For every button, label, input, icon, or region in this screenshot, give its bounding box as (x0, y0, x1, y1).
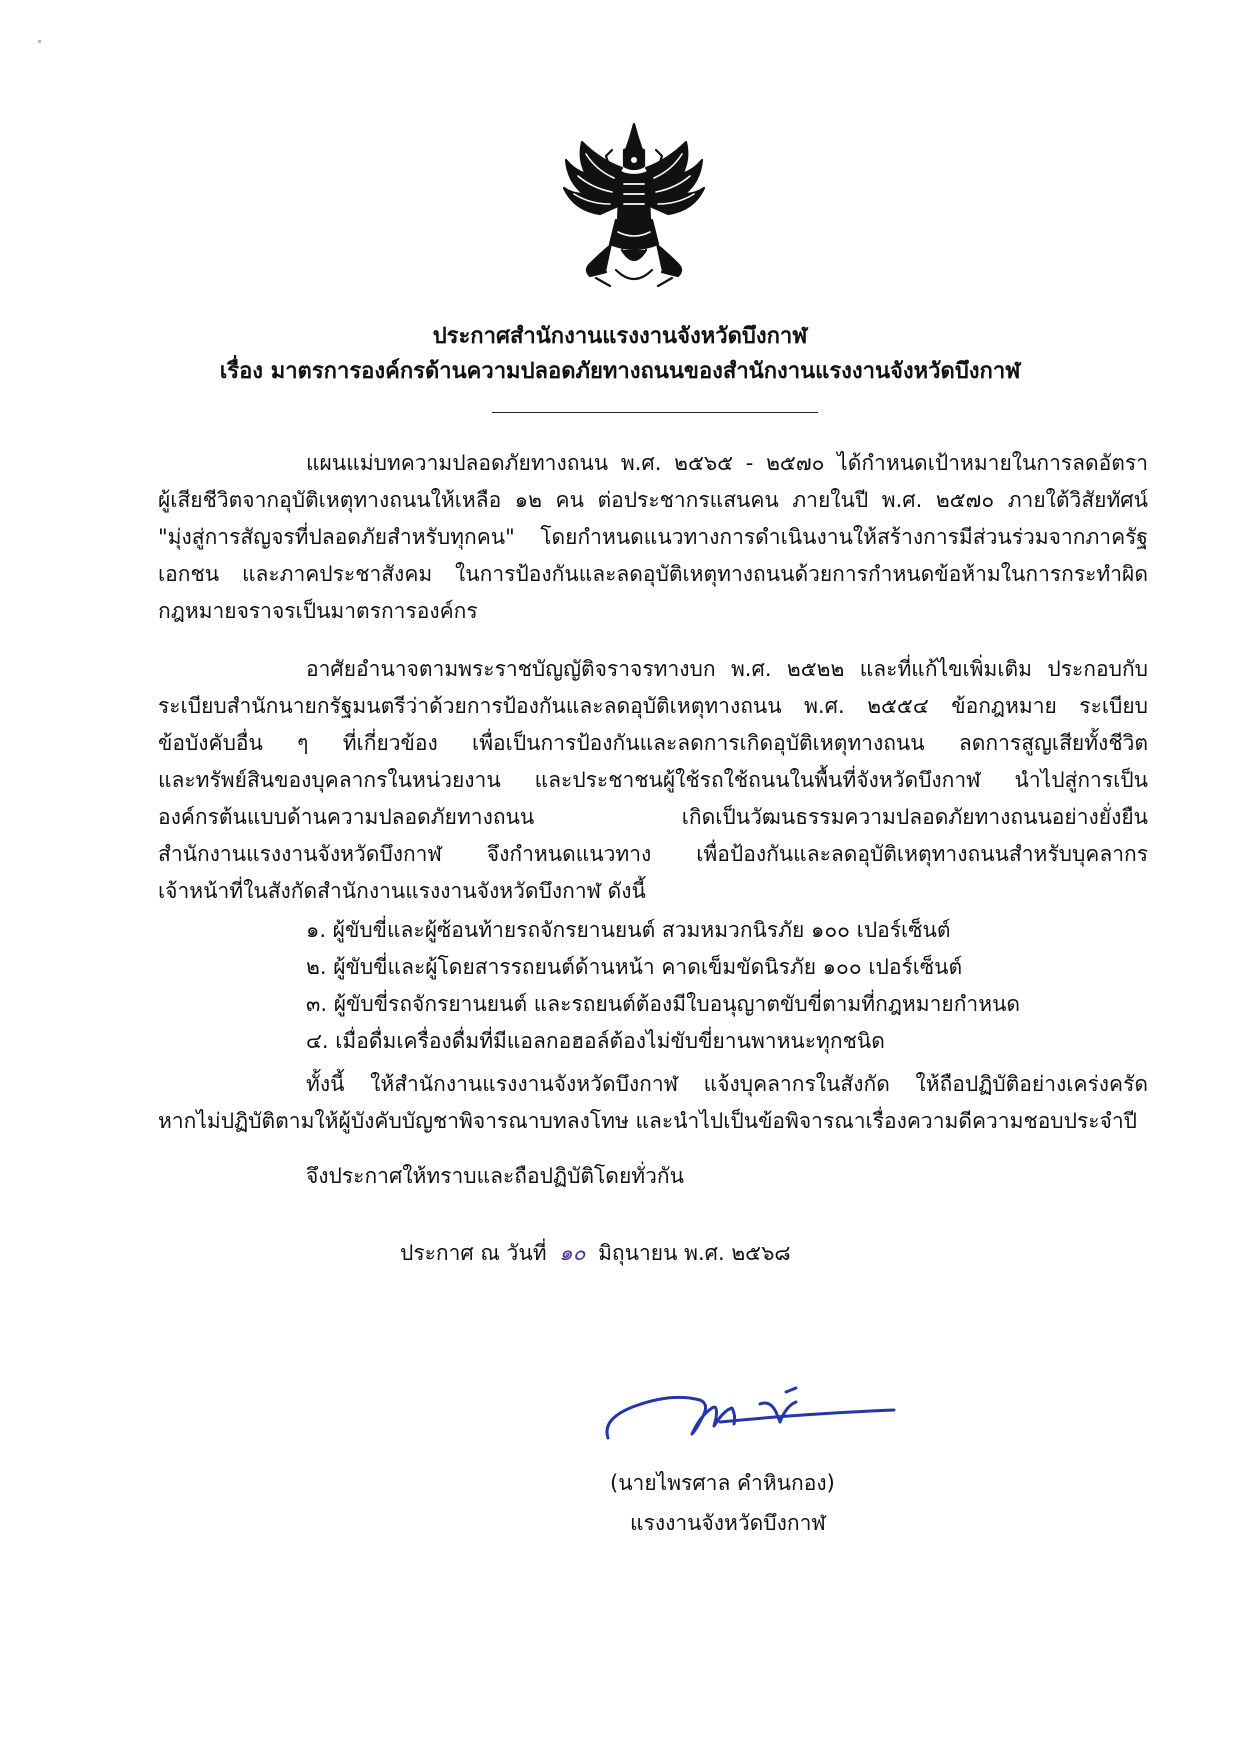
paragraph-line: ผู้เสียชีวิตจากอุบัติเหตุทางถนนให้เหลือ ๑๒ คน ต่อประชากรแสนคน ภายในปี พ.ศ. ๒๕๗๐ ภายใต้วิสัยทัศน์ (158, 488, 1148, 512)
signatory-position: แรงงานจังหวัดบึงกาฬ (630, 1511, 826, 1535)
paragraph-line: กฎหมายจราจรเป็นมาตรการองค์กร (158, 599, 478, 623)
garuda-emblem-icon (560, 120, 708, 290)
announcement-title: ประกาศสำนักงานแรงงานจังหวัดบึงกาฬ (432, 324, 808, 349)
paragraph-line: หากไม่ปฏิบัติตามให้ผู้บังคับบัญชาพิจารณาบทลงโทษ และนำไปเป็นข้อพิจารณาเรื่องความดีความชอบประจำปี (158, 1109, 1137, 1133)
scan-speck (38, 40, 41, 43)
paragraph-closing: จึงประกาศให้ทราบและถือปฏิบัติโดยทั่วกัน (306, 1164, 684, 1188)
paragraph-line: เอกชน และภาคประชาสังคม ในการป้องกันและลดอุบัติเหตุทางถนนด้วยการกำหนดข้อห้ามในการกระทำผิด (158, 562, 1148, 586)
date-day-handwritten: ๑๐ (559, 1241, 586, 1265)
paragraph-line: องค์กรต้นแบบด้านความปลอดภัยทางถนน เกิดเป็นวัฒนธรรมความปลอดภัยทางถนนอย่างยั่งยืน (158, 805, 1148, 829)
paragraph-line: ข้อบังคับอื่น ๆ ที่เกี่ยวข้อง เพื่อเป็นการป้องกันและลดการเกิดอุบัติเหตุทางถนน ลดการสูญเสียทั้งชีวิต (158, 731, 1148, 755)
list-item: ๒. ผู้ขับขี่และผู้โดยสารรถยนต์ด้านหน้า คาดเข็มขัดนิรภัย ๑๐๐ เปอร์เซ็นต์ (306, 955, 963, 979)
signature-mark (600, 1360, 900, 1460)
measures-list (306, 912, 1020, 1060)
announcement-subject: เรื่อง มาตรการองค์กรด้านความปลอดภัยทางถนนของสำนักงานแรงงานจังหวัดบึงกาฬ (219, 359, 1021, 384)
date-month-year: มิถุนายน พ.ศ. ๒๕๖๘ (598, 1241, 791, 1265)
paragraph-line: อาศัยอำนาจตามพระราชบัญญัติจราจรทางบก พ.ศ. ๒๕๒๒ และที่แก้ไขเพิ่มเติม ประกอบกับ (306, 657, 1148, 681)
paragraph-line: แผนแม่บทความปลอดภัยทางถนน พ.ศ. ๒๕๖๕ - ๒๕๗๐ ได้กำหนดเป้าหมายในการลดอัตรา (306, 451, 1148, 475)
paragraph-line: ระเบียบสำนักนายกรัฐมนตรีว่าด้วยการป้องกันและลดอุบัติเหตุทางถนน พ.ศ. ๒๕๕๔ ข้อกฎหมาย ระเบียบ (158, 694, 1148, 718)
title-divider (492, 412, 818, 413)
list-item: ๓. ผู้ขับขี่รถจักรยานยนต์ และรถยนต์ต้องมีใบอนุญาตขับขี่ตามที่กฎหมายกำหนด (306, 992, 1021, 1016)
paragraph-authority (158, 651, 1148, 910)
announcement-date (400, 1237, 791, 1270)
paragraph-line: เจ้าหน้าที่ในสังกัดสำนักงานแรงงานจังหวัดบึงกาฬ ดังนี้ (158, 879, 646, 903)
paragraph-line: ทั้งนี้ ให้สำนักงานแรงงานจังหวัดบึงกาฬ แจ้งบุคลากรในสังกัด ให้ถือปฏิบัติอย่างเคร่งครัด (306, 1072, 1148, 1096)
paragraph-background (158, 445, 1148, 630)
list-item: ๔. เมื่อดื่มเครื่องดื่มที่มีแอลกอฮอล์ต้องไม่ขับขี่ยานพาหนะทุกชนิด (306, 1029, 885, 1053)
paragraph-enforcement (158, 1066, 1148, 1140)
list-item: ๑. ผู้ขับขี่และผู้ซ้อนท้ายรถจักรยานยนต์ สวมหมวกนิรภัย ๑๐๐ เปอร์เซ็นต์ (306, 918, 951, 942)
signatory-name: (นายไพรศาล คำหินกอง) (610, 1471, 835, 1495)
date-prefix: ประกาศ ณ วันที่ (400, 1241, 547, 1265)
paragraph-line: "มุ่งสู่การสัญจรที่ปลอดภัยสำหรับทุกคน" โดยกำหนดแนวทางการดำเนินงานให้สร้างการมีส่วนร่วมจากภาครัฐ (158, 525, 1148, 549)
paragraph-line: และทรัพย์สินของบุคลากรในหน่วยงาน และประชาชนผู้ใช้รถใช้ถนนในพื้นที่จังหวัดบึงกาฬ นำไปสู่การเป็น (158, 768, 1148, 792)
paragraph-line: สำนักงานแรงงานจังหวัดบึงกาฬ จึงกำหนดแนวทาง เพื่อป้องกันและลดอุบัติเหตุทางถนนสำหรับบุคลากร (158, 842, 1148, 866)
